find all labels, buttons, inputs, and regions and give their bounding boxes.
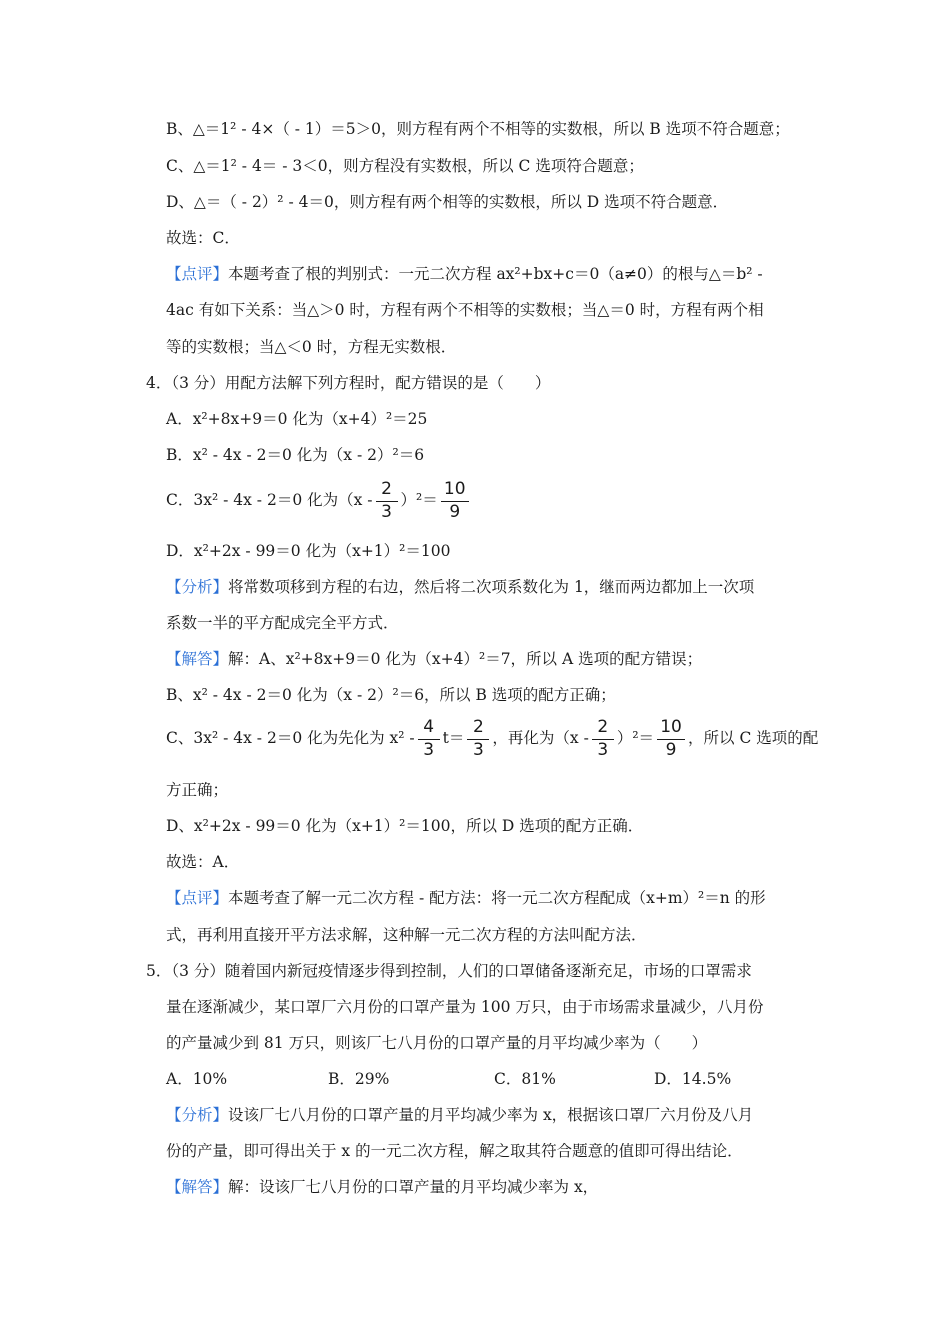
solution-c-text: ，再化为（x - — [492, 729, 589, 747]
fraction-numerator: 10 — [660, 717, 682, 737]
analysis-text: 将常数项移到方程的右边，然后将二次项系数化为 1，继而两边都加上一次项 — [228, 578, 755, 596]
analysis-tag: 【分析】 — [166, 1106, 229, 1124]
fraction — [590, 717, 616, 761]
review-text: 本题考查了解一元二次方程 - 配方法：将一元二次方程配成（x+m）²＝n 的形 — [228, 889, 766, 907]
option-b: B．x² - 4x - 2＝0 化为（x - 2）²＝6 — [166, 446, 425, 464]
option-b: B．29% — [328, 1070, 390, 1088]
text-line: D、x²+2x - 99＝0 化为（x+1）²＝100，所以 D 选项的配方正确． — [166, 817, 644, 835]
option-a: A．x²+8x+9＝0 化为（x+4）²＝25 — [166, 410, 428, 428]
solution-text: 解：A、x²+8x+9＝0 化为（x+4）²＝7，所以 A 选项的配方错误； — [228, 650, 703, 668]
solution-paragraph — [166, 1176, 598, 1198]
fraction-denominator: 9 — [665, 740, 677, 760]
option-c-text: ）²＝ — [400, 491, 438, 509]
analysis-tag: 【分析】 — [166, 578, 229, 596]
question-4-stem: 4．（3 分）用配方法解下列方程时，配方错误的是（ ） — [146, 374, 551, 392]
fraction — [439, 479, 471, 523]
text-line: 系数一半的平方配成完全平方式． — [166, 614, 399, 632]
review-tag: 【点评】 — [166, 889, 229, 907]
fraction-numerator: 2 — [472, 717, 484, 737]
fraction — [465, 717, 491, 761]
analysis-paragraph — [166, 1104, 753, 1126]
option-c: C．81% — [494, 1070, 556, 1088]
text-line: 式，再利用直接开平方法求解，这种解一元二次方程的方法叫配方法． — [166, 926, 647, 944]
fraction-denominator: 3 — [423, 740, 435, 760]
fraction-denominator: 9 — [449, 502, 461, 522]
solution-c-text: ，所以 C 选项的配 — [688, 729, 819, 747]
text-line: 故选：A． — [166, 853, 240, 871]
review-paragraph — [166, 263, 763, 285]
analysis-paragraph — [166, 576, 754, 598]
solution-paragraph — [166, 648, 702, 670]
question-5-stem: 5．（3 分）随着国内新冠疫情逐步得到控制，人们的口罩储备逐渐充足，市场的口罩需求 — [146, 962, 752, 980]
solution-c-text: C、3x² - 4x - 2＝0 化为先化为 x² - — [166, 729, 415, 747]
fraction-denominator: 3 — [381, 502, 392, 522]
text-line: B、△＝1² - 4×（ - 1）＝5＞0，则方程有两个不相等的实数根，所以 B 选项不符合题意； — [166, 120, 790, 138]
solution-c-text: ）²＝ — [616, 729, 655, 747]
analysis-text: 设该厂七八月份的口罩产量的月平均减少率为 x，根据该口罩厂六月份及八月 — [228, 1106, 754, 1124]
solution-tag: 【解答】 — [166, 1178, 229, 1196]
text-line: D、△＝（ - 2）² - 4＝0，则方程有两个相等的实数根，所以 D 选项不符合题意． — [166, 193, 729, 211]
fraction — [374, 479, 400, 523]
text-line: 方正确； — [166, 781, 229, 799]
fraction-denominator: 3 — [472, 740, 484, 760]
solution-tag: 【解答】 — [166, 650, 229, 668]
solution-line-c — [166, 716, 818, 760]
text-line: B、x² - 4x - 2＝0 化为（x - 2）²＝6，所以 B 选项的配方正确； — [166, 686, 616, 704]
solution-c-text: t＝ — [442, 729, 465, 747]
fraction-numerator: 4 — [423, 717, 435, 737]
text-line: 4ac 有如下关系：当△＞0 时，方程有两个不相等的实数根；当△＝0 时，方程有两个相 — [166, 301, 764, 319]
solution-text: 解：设该厂七八月份的口罩产量的月平均减少率为 x， — [228, 1178, 599, 1196]
option-d: D．14.5% — [654, 1070, 732, 1088]
fraction — [655, 717, 687, 761]
text-line: 的产量减少到 81 万只，则该厂七八月份的口罩产量的月平均减少率为（ ） — [166, 1034, 708, 1052]
fraction-denominator: 3 — [597, 740, 609, 760]
text-line: 量在逐渐减少，某口罩厂六月份的口罩产量为 100 万只，由于市场需求量减少，八月份 — [166, 998, 764, 1016]
review-text: 本题考查了根的判别式：一元二次方程 ax²+bx+c＝0（a≠0）的根与△＝b² - — [228, 265, 763, 283]
fraction-numerator: 10 — [443, 479, 466, 499]
text-line: 故选：C． — [166, 229, 240, 247]
option-a: A．10% — [166, 1070, 228, 1088]
review-paragraph — [166, 887, 766, 909]
text-line: 份的产量，即可得出关于 x 的一元二次方程，解之取其符合题意的值即可得出结论． — [166, 1142, 743, 1160]
fraction — [416, 717, 442, 761]
option-c-text: C．3x² - 4x - 2＝0 化为（x - — [166, 491, 373, 509]
text-line: C、△＝1² - 4＝ - 3＜0，则方程没有实数根，所以 C 选项符合题意； — [166, 157, 644, 175]
fraction-numerator: 2 — [381, 479, 392, 499]
option-d: D．x²+2x - 99＝0 化为（x+1）²＝100 — [166, 542, 451, 560]
fraction-numerator: 2 — [597, 717, 609, 737]
option-c — [166, 478, 472, 522]
text-line: 等的实数根；当△＜0 时，方程无实数根． — [166, 338, 457, 356]
review-tag: 【点评】 — [166, 265, 229, 283]
